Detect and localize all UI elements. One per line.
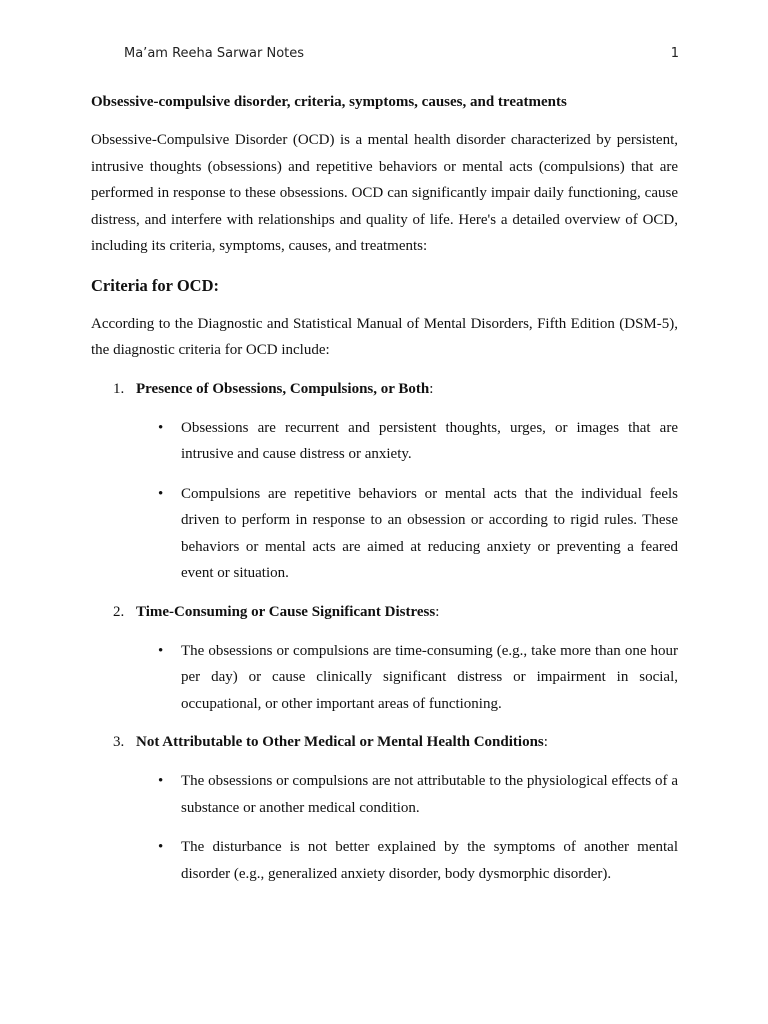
- list-item: [91, 768, 678, 821]
- intro-paragraph: Obsessive-Compulsive Disorder (OCD) is a mental health disorder characterized by persistent, intrusive thoughts (obsessions) and repetitive behaviors or mental acts (compulsions) that are performed in response to these obsessions. OCD can significantly impair daily functioning, cause distress, and interfere with relationships and quality of life. Here's a detailed overview of OCD, including its criteria, symptoms, causes, and treatments:: [91, 132, 678, 254]
- list-item-text: The disturbance is not better explained by the symptoms of another mental disorder (e.g., generalized anxiety disorder, body dysmorphic disorder).: [181, 839, 678, 882]
- criterion-number: 3.: [113, 734, 125, 750]
- list-item: [91, 415, 678, 468]
- list-item-text: Obsessions are recurrent and persistent thoughts, urges, or images that are intrusive and cause distress or anxiety.: [181, 419, 678, 462]
- list-item-text: The obsessions or compulsions are not attributable to the physiological effects of a substance or another medical condition.: [181, 773, 678, 816]
- criterion-suffix: :: [435, 603, 440, 620]
- criterion-3-heading: [91, 729, 678, 755]
- criteria-heading: Criteria for OCD:: [91, 275, 219, 295]
- criterion-1-bullets: [91, 415, 678, 587]
- page-header: [124, 44, 679, 68]
- criterion-number: 1.: [113, 380, 125, 397]
- list-item: [91, 638, 678, 718]
- criteria-intro-paragraph: According to the Diagnostic and Statistical Manual of Mental Disorders, Fifth Edition (DSM-5), the diagnostic criteria for OCD include:: [91, 315, 678, 358]
- list-item: [91, 834, 678, 887]
- criterion-label: Presence of Obsessions, Compulsions, or Both: [136, 380, 430, 397]
- criterion-suffix: :: [543, 734, 548, 750]
- bullet-icon: •: [158, 642, 164, 659]
- criterion-2-heading: [91, 599, 678, 625]
- bullet-icon: •: [158, 839, 164, 855]
- document-title: Obsessive-compulsive disorder, criteria, symptoms, causes, and treatments: [91, 94, 567, 110]
- criterion-2-bullets: [91, 638, 678, 718]
- header-title: Ma’am Reeha Sarwar Notes: [124, 46, 305, 61]
- criterion-label: Time-Consuming or Cause Significant Distress: [136, 603, 436, 620]
- bullet-icon: •: [158, 485, 164, 502]
- criterion-number: 2.: [113, 603, 125, 620]
- bullet-icon: •: [158, 773, 164, 789]
- page-number: 1: [670, 46, 679, 61]
- criterion-suffix: :: [429, 380, 434, 397]
- criterion-1-heading: [91, 376, 678, 402]
- list-item-text: Compulsions are repetitive behaviors or mental acts that the individual feels driven to perform in response to an obsession or according to rigid rules. These behaviors or mental acts are aimed at reducing anxiety or preventing a feared event or situation.: [181, 485, 678, 581]
- criterion-3-bullets: [91, 768, 678, 887]
- criterion-label: Not Attributable to Other Medical or Mental Health Conditions: [136, 734, 544, 750]
- bullet-icon: •: [158, 419, 164, 436]
- document-body: [91, 90, 678, 887]
- list-item: [91, 481, 678, 587]
- list-item-text: The obsessions or compulsions are time-consuming (e.g., take more than one hour per day) or cause clinically significant distress or impairment in social, occupational, or other important areas of functioning.: [181, 642, 678, 712]
